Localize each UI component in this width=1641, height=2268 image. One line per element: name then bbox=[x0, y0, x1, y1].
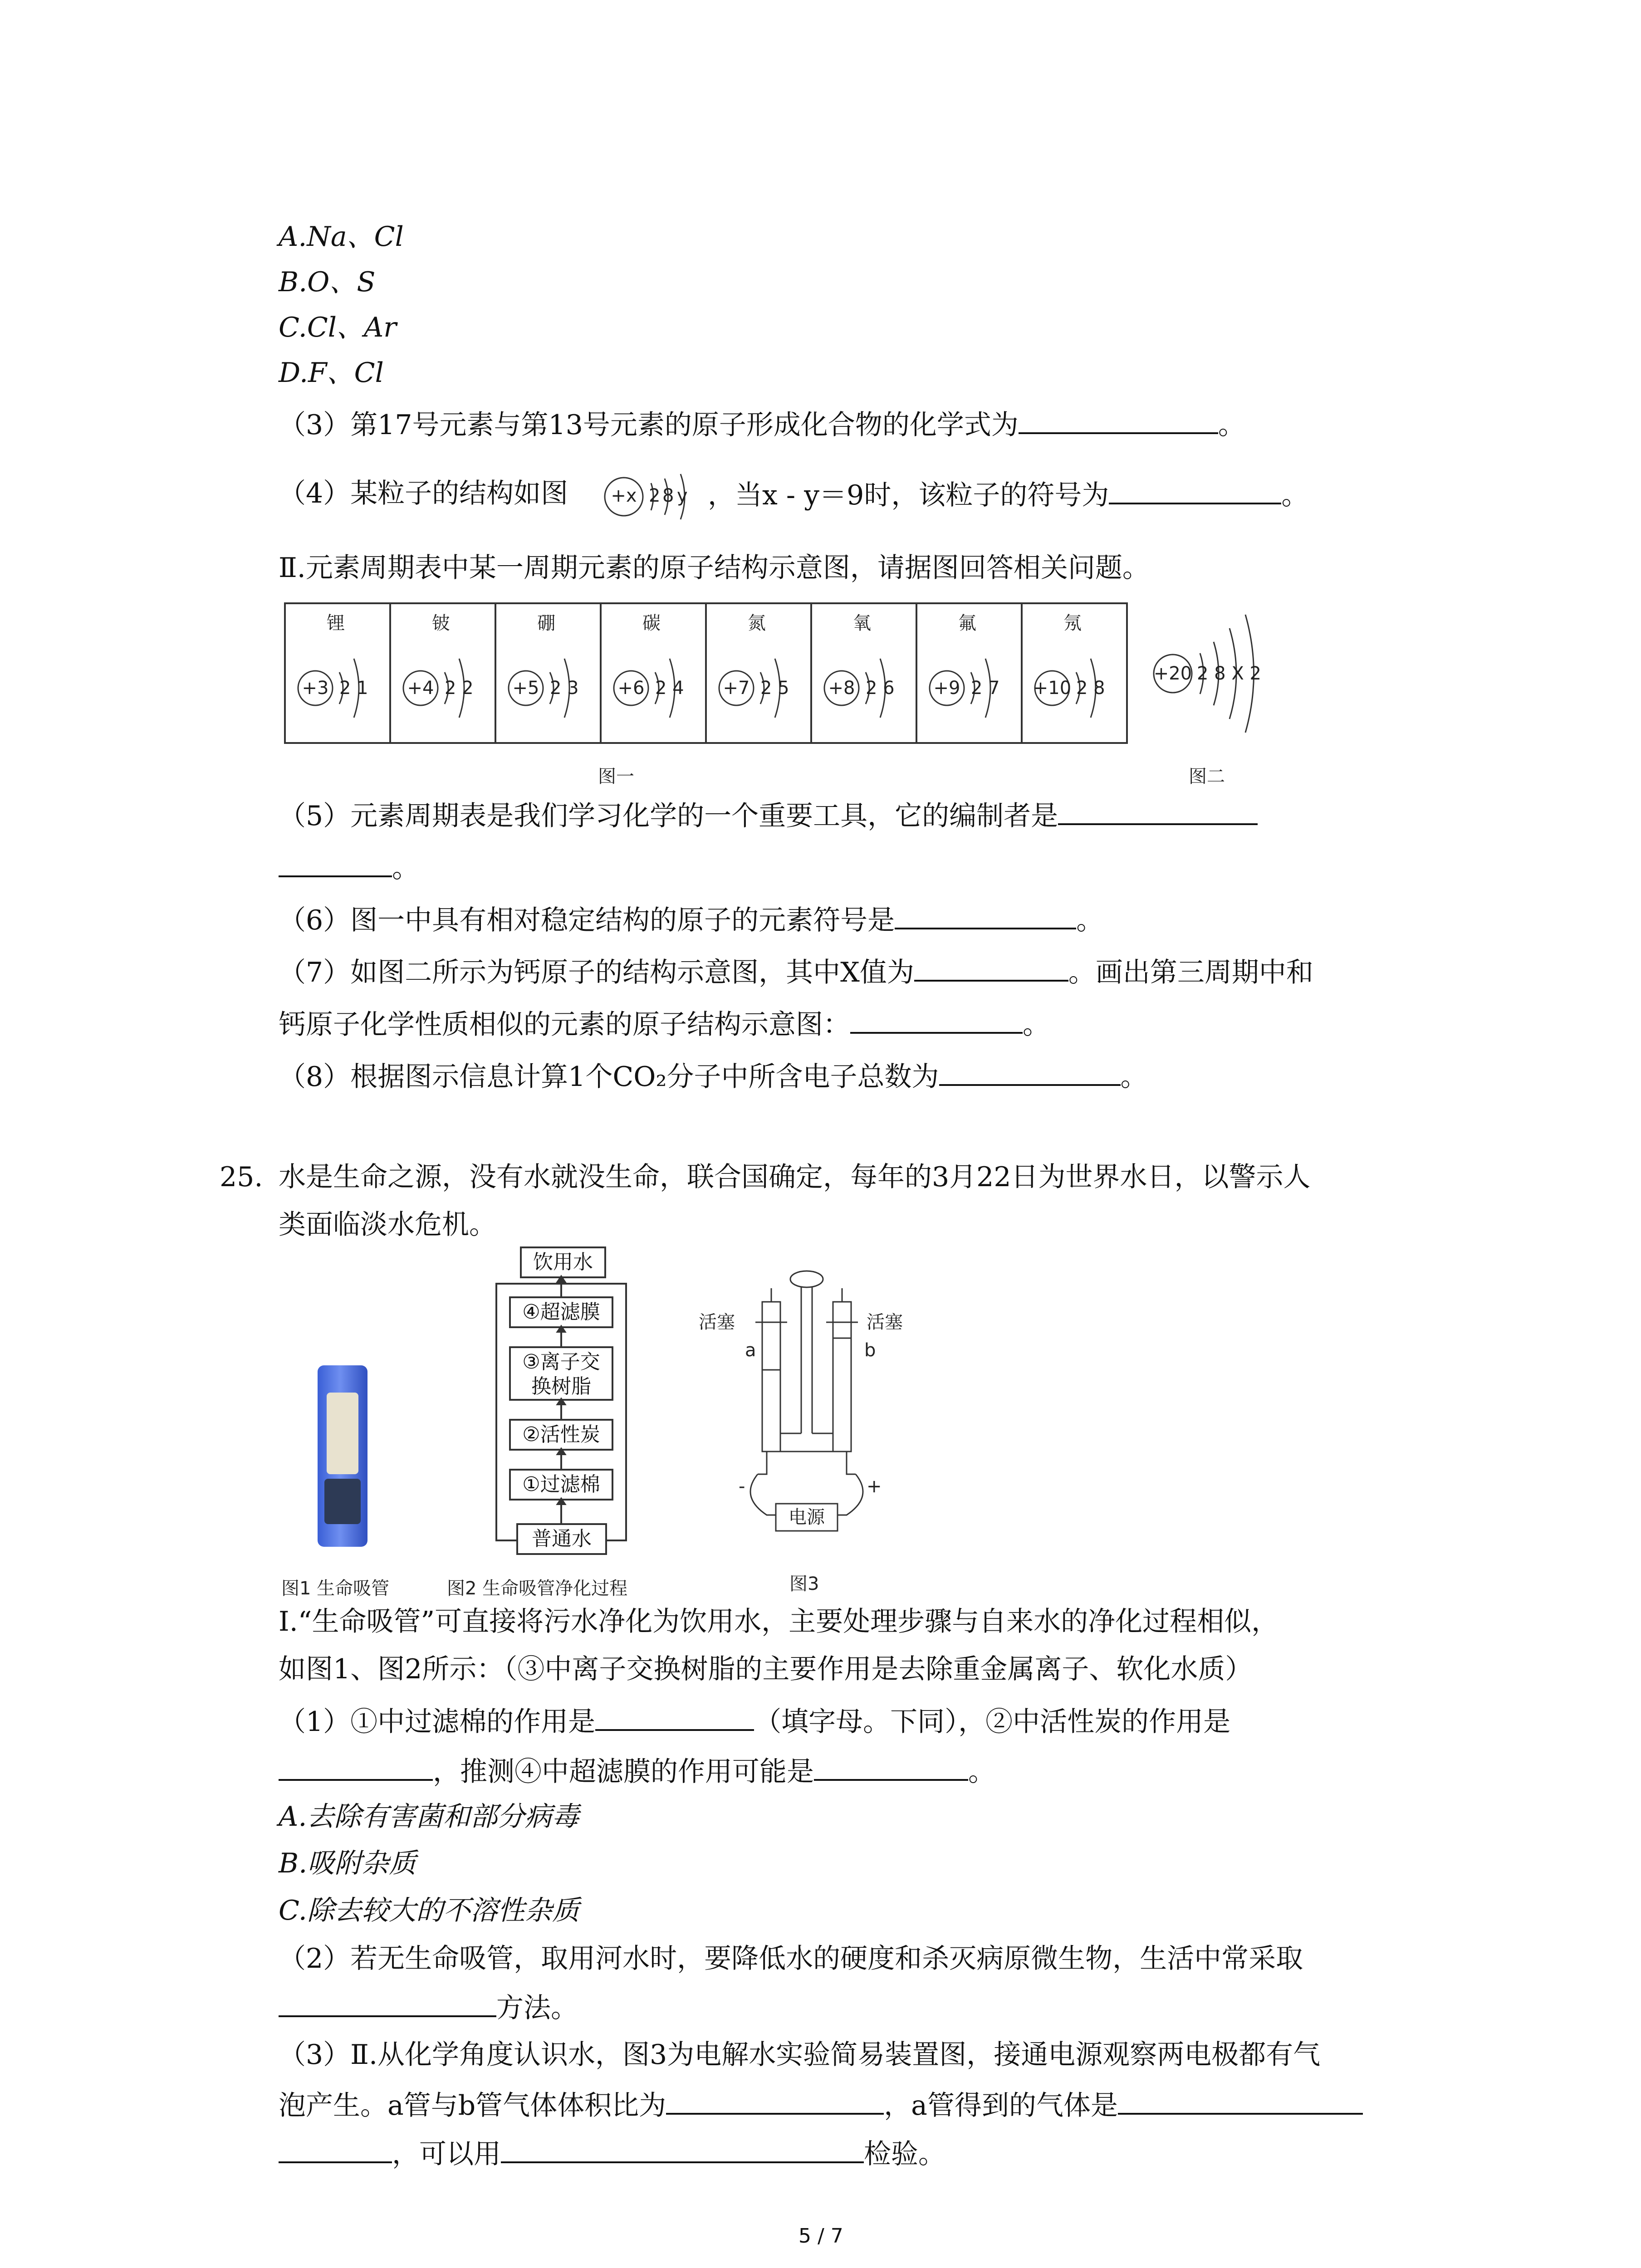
straw-filter-core bbox=[327, 1393, 358, 1474]
svg-text:2: 2 bbox=[649, 485, 661, 506]
question-8: （8）根据图示信息计算1个CO₂分子中所含电子总数为 。 bbox=[279, 1057, 1148, 1095]
svg-text:电源: 电源 bbox=[789, 1507, 825, 1528]
shell-electrons: 2 1 bbox=[339, 678, 368, 699]
answer-blank[interactable] bbox=[1109, 475, 1281, 504]
element-cell bbox=[391, 604, 496, 742]
question-5: （5）元素周期表是我们学习化学的一个重要工具，它的编制者是 bbox=[279, 796, 1258, 834]
element-cell bbox=[707, 604, 812, 742]
question-7-cont: 钙原子化学性质相似的元素的原子结构示意图： 。 bbox=[279, 1005, 1050, 1043]
element-cell bbox=[1023, 604, 1126, 742]
question-25-line1: 水是生命之源，没有水就没生命，联合国确定，每年的3月22日为世界水日，以警示人 bbox=[279, 1161, 1311, 1193]
subquestion-1: （1）①中过滤棉的作用是 （填字母。下同），②中活性炭的作用是 bbox=[279, 1702, 1230, 1740]
electrolysis-apparatus bbox=[685, 1261, 921, 1560]
shell-electrons: 2 6 bbox=[866, 678, 895, 699]
answer-blank[interactable] bbox=[914, 953, 1068, 982]
figure-2-calcium-atom bbox=[1143, 599, 1279, 748]
part1-line2: 如图1、图2所示：（③中离子交换树脂的主要作用是去除重金属离子、软化水质） bbox=[279, 1653, 1253, 1685]
step-activated-carbon: ②活性炭 bbox=[509, 1419, 613, 1451]
step-drinking-water: 饮用水 bbox=[520, 1246, 606, 1278]
answer-blank[interactable] bbox=[1019, 405, 1218, 434]
element-name: 氮 bbox=[748, 613, 766, 634]
svg-text:-: - bbox=[739, 1476, 745, 1497]
answer-blank[interactable] bbox=[279, 2134, 392, 2163]
svg-text:a: a bbox=[745, 1340, 756, 1361]
shell-electrons: 2 5 bbox=[760, 678, 789, 699]
atom-structure-diagram bbox=[391, 604, 493, 740]
element-name: 氖 bbox=[1063, 613, 1082, 634]
question-4-cont: ，当x - y＝9时，该粒子的符号为 。 bbox=[708, 475, 1308, 513]
figure-2-caption: 图二 bbox=[1189, 766, 1225, 787]
figure-straw-caption-1: 图1 生命吸管 bbox=[281, 1578, 390, 1599]
part2-intro: Ⅱ.元素周期表中某一周期元素的原子结构示意图，请据图回答相关问题。 bbox=[279, 552, 1150, 584]
figure-straw-caption-2: 图2 生命吸管净化过程 bbox=[447, 1578, 628, 1599]
question-5-cont: 。 bbox=[279, 848, 419, 886]
answer-blank[interactable] bbox=[666, 2086, 884, 2115]
answer-blank[interactable] bbox=[939, 1057, 1121, 1086]
figure-1-atomic-structures bbox=[284, 602, 1128, 744]
subquestion-2: （2）若无生命吸管，取用河水时，要降低水的硬度和杀灭病原微生物，生活中常采取 bbox=[279, 1943, 1303, 1975]
step-ion-exchange: ③离子交 换树脂 bbox=[509, 1346, 613, 1401]
answer-blank[interactable] bbox=[595, 1702, 754, 1731]
subquestion-3-cont: 泡产生。a管与b管气体体积比为 ，a管得到的气体是 bbox=[279, 2086, 1363, 2124]
nucleus-charge: +5 bbox=[512, 678, 539, 699]
option-25-c: C.除去较大的不溶性杂质 bbox=[279, 1895, 579, 1926]
subquestion-3-cont2: ，可以用 检验。 bbox=[279, 2134, 945, 2172]
shell-electrons: 2 2 bbox=[445, 678, 474, 699]
shell-electrons: 2 4 bbox=[655, 678, 684, 699]
element-name: 硼 bbox=[537, 613, 555, 634]
figure-3-caption: 图3 bbox=[789, 1574, 819, 1594]
element-name: 铍 bbox=[432, 613, 450, 634]
life-straw-image bbox=[318, 1365, 367, 1547]
atom-structure-diagram bbox=[602, 604, 704, 740]
option-d: D.F、Cl bbox=[279, 357, 384, 389]
page-number: 5 / 7 bbox=[798, 2224, 843, 2248]
nucleus-charge: +7 bbox=[723, 678, 750, 699]
part1-line1: Ⅰ.“生命吸管”可直接将污水净化为饮用水，主要处理步骤与自来水的净化过程相似， bbox=[279, 1606, 1279, 1637]
element-name: 氧 bbox=[853, 613, 871, 634]
question-25-line2: 类面临淡水危机。 bbox=[279, 1209, 496, 1241]
answer-blank[interactable] bbox=[814, 1752, 968, 1781]
question-6: （6）图一中具有相对稳定结构的原子的元素符号是 。 bbox=[279, 900, 1103, 938]
answer-blank[interactable] bbox=[850, 1005, 1023, 1034]
answer-blank[interactable] bbox=[895, 900, 1076, 929]
svg-text:+: + bbox=[867, 1476, 882, 1497]
nucleus-charge: +4 bbox=[407, 678, 434, 699]
figure-1-caption: 图一 bbox=[598, 766, 634, 787]
option-a: A.Na、Cl bbox=[279, 221, 404, 253]
nucleus-charge: +10 bbox=[1033, 678, 1072, 699]
shell-electrons: 2 8 bbox=[1076, 678, 1105, 699]
question-25-number: 25. bbox=[220, 1161, 263, 1193]
svg-text:y: y bbox=[677, 485, 688, 506]
svg-text:b: b bbox=[864, 1340, 876, 1361]
atom-structure-diagram bbox=[286, 604, 388, 740]
particle-structure-diagram bbox=[599, 463, 703, 531]
element-cell bbox=[496, 604, 602, 742]
step-ultrafiltration: ④超滤膜 bbox=[509, 1296, 613, 1328]
question-4: （4）某粒子的结构如图 bbox=[279, 478, 568, 509]
nucleus-charge: +8 bbox=[828, 678, 855, 699]
element-name: 碳 bbox=[642, 613, 661, 634]
atom-structure-diagram bbox=[496, 604, 598, 740]
subquestion-3: （3）Ⅱ.从化学角度认识水，图3为电解水实验简易装置图，接通电源观察两电极都有气 bbox=[279, 2039, 1321, 2071]
element-name: 氟 bbox=[958, 613, 976, 634]
option-c: C.Cl、Ar bbox=[279, 312, 397, 343]
atom-structure-diagram bbox=[1023, 604, 1125, 740]
atom-structure-diagram bbox=[917, 604, 1019, 740]
svg-text:+20: +20 bbox=[1153, 663, 1192, 684]
step-ordinary-water: 普通水 bbox=[516, 1523, 607, 1555]
answer-blank[interactable] bbox=[501, 2134, 864, 2163]
element-cell bbox=[812, 604, 917, 742]
atom-structure-diagram bbox=[812, 604, 914, 740]
element-cell bbox=[602, 604, 707, 742]
flow-arrows bbox=[495, 1270, 632, 1533]
element-cell bbox=[917, 604, 1023, 742]
nucleus-charge: +6 bbox=[617, 678, 645, 699]
option-b: B.O、S bbox=[279, 266, 376, 298]
nucleus-charge: +9 bbox=[933, 678, 960, 699]
question-7: （7）如图二所示为钙原子的结构示意图，其中X值为 。画出第三周期中和 bbox=[279, 953, 1313, 991]
option-25-b: B.吸附杂质 bbox=[279, 1848, 416, 1879]
answer-blank[interactable] bbox=[279, 848, 392, 877]
question-3: （3）第17号元素与第13号元素的原子形成化合物的化学式为 。 bbox=[279, 405, 1245, 443]
option-25-a: A.去除有害菌和部分病毒 bbox=[279, 1801, 579, 1833]
svg-text:2 8 X 2: 2 8 X 2 bbox=[1197, 663, 1261, 684]
shell-electrons: 2 3 bbox=[550, 678, 579, 699]
answer-blank[interactable] bbox=[1058, 796, 1258, 825]
answer-blank[interactable] bbox=[1118, 2086, 1363, 2115]
atom-structure-diagram bbox=[707, 604, 809, 740]
svg-text:活塞: 活塞 bbox=[867, 1312, 903, 1333]
svg-text:+x: +x bbox=[611, 485, 637, 506]
subquestion-1-cont: ，推测④中超滤膜的作用可能是 。 bbox=[279, 1752, 995, 1790]
nucleus-charge: +3 bbox=[302, 678, 329, 699]
step-filter-cotton: ①过滤棉 bbox=[509, 1469, 613, 1501]
subquestion-2-cont: 方法。 bbox=[279, 1988, 578, 2026]
svg-text:8: 8 bbox=[662, 485, 674, 506]
answer-blank[interactable] bbox=[279, 1752, 433, 1781]
element-cell bbox=[286, 604, 391, 742]
answer-blank[interactable] bbox=[279, 1988, 496, 2017]
straw-filter-base bbox=[324, 1479, 361, 1524]
shell-electrons: 2 7 bbox=[971, 678, 1000, 699]
svg-text:活塞: 活塞 bbox=[699, 1312, 735, 1333]
element-name: 锂 bbox=[327, 613, 345, 634]
